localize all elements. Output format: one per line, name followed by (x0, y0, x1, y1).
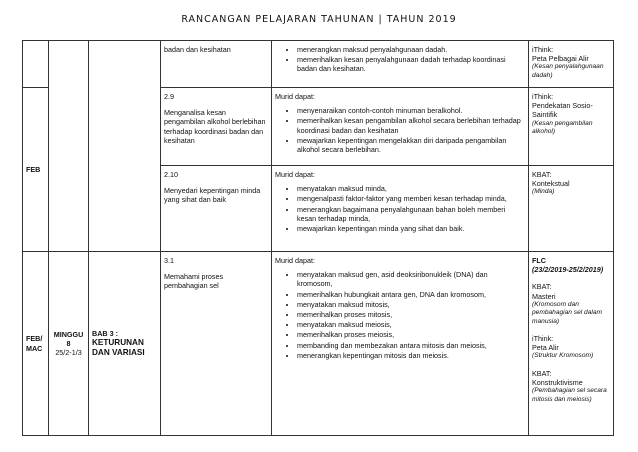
note-heading: KBAT: (532, 282, 552, 292)
objectives-cell (272, 41, 529, 88)
note-heading: iThink: (532, 92, 554, 101)
note-line: Masteri (532, 291, 556, 301)
list-item: • menyatakan maksud gen, asid deoksiribonukleik (DNA) dan kromosom, (297, 270, 525, 288)
week-label: MINGGU (53, 329, 84, 339)
notes-cell (529, 166, 614, 252)
table-row (23, 41, 614, 88)
list-item: • memerihalkan hubungkait antara gen, DNA dan kromosom, (297, 290, 525, 299)
note-italic: (Minda) (532, 188, 555, 196)
list-item: • menyatakan maksud meiosis, (297, 320, 525, 329)
week-number: 8 (66, 338, 71, 348)
chapter-cell (89, 41, 161, 252)
note-line: Peta Pelbagai Alir (532, 54, 589, 64)
note-italic: (Kromosom dan pembahagian sel dalam manusia) (532, 300, 603, 325)
flc-date: (23/2/2019-25/2/2019) (532, 265, 604, 275)
objectives-cell (272, 88, 529, 166)
month-cell (23, 88, 49, 252)
list-item: • menyatakan maksud mitosis, (297, 300, 525, 309)
week-cell (49, 41, 89, 252)
month-label: FEB (26, 164, 41, 174)
week-cell (49, 252, 89, 436)
note-italic: (Struktur Kromosom) (532, 352, 594, 360)
notes-cell (529, 88, 614, 166)
standard-text: Menganalisa kesan pengambilan alkohol berlebihan terhadap koordinasi badan dan kesihatan (164, 108, 266, 145)
note-line: Peta Alir (532, 343, 559, 353)
chapter-cell (89, 252, 161, 436)
objectives-lead: Murid dapat: (275, 92, 315, 101)
standard-cell (161, 41, 272, 88)
standard-text: Menyedari kepentingan minda yang sihat dan baik (164, 186, 261, 205)
note-line: Kontekstual (532, 179, 570, 189)
standard-text: Memahami proses pembahagian sel (164, 272, 224, 291)
list-item: • menyatakan maksud minda, (297, 184, 525, 193)
note-italic: (Kesan penyalahgunaan dadah) (532, 63, 604, 79)
list-item: • memerihalkan kesan pengambilan alkohol secara berlebihan terhadap koordinasi badan dan kesihatan (297, 116, 525, 134)
standard-code: 2.10 (164, 170, 178, 179)
note-heading: iThink: (532, 45, 554, 54)
notes-cell (529, 41, 614, 88)
flc-heading: FLC (532, 256, 546, 265)
note-heading: iThink: (532, 334, 554, 344)
note-line: Konstruktivisme (532, 378, 583, 388)
note-line: Pendekatan Sosio-Saintifik (532, 101, 593, 120)
chapter-title: KETURUNAN DAN VARIASI (92, 338, 145, 358)
list-item: • menerangkan maksud penyalahgunaan dadah. (297, 45, 525, 54)
list-item: • mewajarkan kepentingan mengelakkan diri daripada pengambilan alkohol secara berlebihan. (297, 136, 525, 154)
list-item: • menerangkan kepentingan mitosis dan meiosis. (297, 351, 525, 360)
list-item: • membanding dan membezakan antara mitosis dan meiosis, (297, 341, 525, 350)
standard-code: 3.1 (164, 256, 174, 265)
note-heading: KBAT: (532, 368, 552, 378)
document-title: RANCANGAN PELAJARAN TAHUNAN | TAHUN 2019 (181, 14, 457, 25)
month-label: FEB/ MAC (26, 334, 43, 353)
week-dates: 25/2-1/3 (55, 348, 82, 358)
standard-cell (161, 166, 272, 252)
list-item: • mengenalpasti faktor-faktor yang memberi kesan terhadap minda, (297, 194, 525, 203)
list-item: • memerihalkan kesan penyalahgunaan dadah terhadap koordinasi badan dan kesihatan. (297, 55, 525, 73)
standard-text: badan dan kesihatan (164, 45, 231, 54)
list-item: • menerangkan bagaimana penyalahgunaan bahan boleh memberi kesan terhadap minda, (297, 205, 525, 223)
notes-cell (529, 252, 614, 436)
lesson-plan-table (22, 40, 614, 436)
note-italic: (Kesan pengambilan alkohol) (532, 119, 593, 136)
standard-cell (161, 252, 272, 436)
month-cell (23, 41, 49, 88)
objectives-cell (272, 166, 529, 252)
list-item: • memerihalkan proses mitosis, (297, 310, 525, 319)
objectives-lead: Murid dapat: (275, 170, 315, 179)
table-row (23, 252, 614, 436)
month-cell (23, 252, 49, 436)
objectives-cell (272, 252, 529, 436)
list-item: • memerihalkan proses meiosis, (297, 330, 525, 339)
standard-cell (161, 88, 272, 166)
list-item: • menyenaraikan contoh-contoh minuman beralkohol. (297, 106, 525, 115)
objectives-lead: Murid dapat: (275, 256, 315, 265)
list-item: • mewajarkan kepentingan minda yang sihat dan baik. (297, 224, 525, 233)
chapter-number: BAB 3 : (92, 328, 118, 338)
standard-code: 2.9 (164, 92, 174, 101)
note-italic: (Pembahagian sel secara mitosis dan meiosis) (532, 387, 607, 403)
note-heading: KBAT: (532, 170, 552, 179)
